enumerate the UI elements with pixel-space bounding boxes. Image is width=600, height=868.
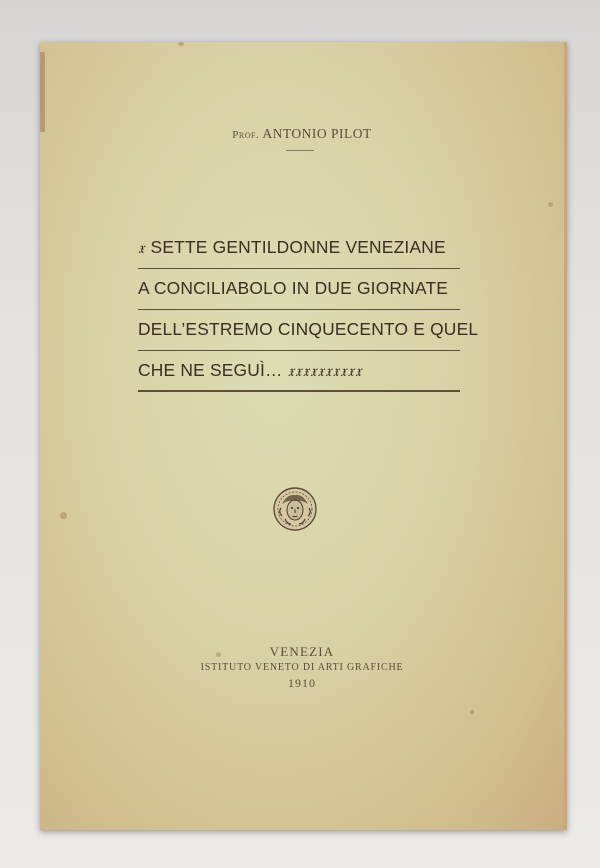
- book-cover: [40, 42, 567, 830]
- stain-spot: [548, 202, 553, 207]
- stain-spot: [216, 652, 221, 657]
- imprint: [40, 644, 564, 691]
- title-line-1-text: SETTE GENTILDONNE VENEZIANE: [150, 237, 446, 257]
- stain-spot: [178, 42, 184, 46]
- title-line-4: [138, 351, 460, 392]
- title-line-2: [138, 269, 460, 310]
- author-name: ANTONIO PILOT: [262, 126, 372, 141]
- book-title: [138, 228, 479, 392]
- title-ornament-tail: 𝔵𝔵𝔵𝔵𝔵𝔵𝔵𝔵𝔵𝔵: [287, 361, 363, 380]
- author-rule: [286, 150, 314, 151]
- stain-spot: [470, 710, 474, 714]
- medusa-head-medallion-icon: [272, 486, 318, 532]
- imprint-city: VENEZIA: [269, 644, 335, 659]
- title-line-3-text: DELL’ESTREMO CINQUECENTO E QUEL: [138, 319, 479, 339]
- imprint-publisher: ISTITUTO VENETO DI ARTI GRAFICHE: [200, 662, 404, 673]
- title-line-4-text: CHE NE SEGUÌ…: [138, 360, 283, 380]
- imprint-year: 1910: [288, 676, 316, 690]
- spine-edge: [40, 52, 45, 132]
- stain-spot: [60, 512, 67, 519]
- title-ornament-lead: 𝔵: [138, 238, 146, 257]
- title-line-2-text: A CONCILIABOLO IN DUE GIORNATE: [138, 278, 449, 298]
- title-line-3: [138, 310, 479, 351]
- author-line: [40, 126, 564, 142]
- title-line-1: [138, 228, 460, 269]
- author-prefix: Prof.: [232, 129, 260, 141]
